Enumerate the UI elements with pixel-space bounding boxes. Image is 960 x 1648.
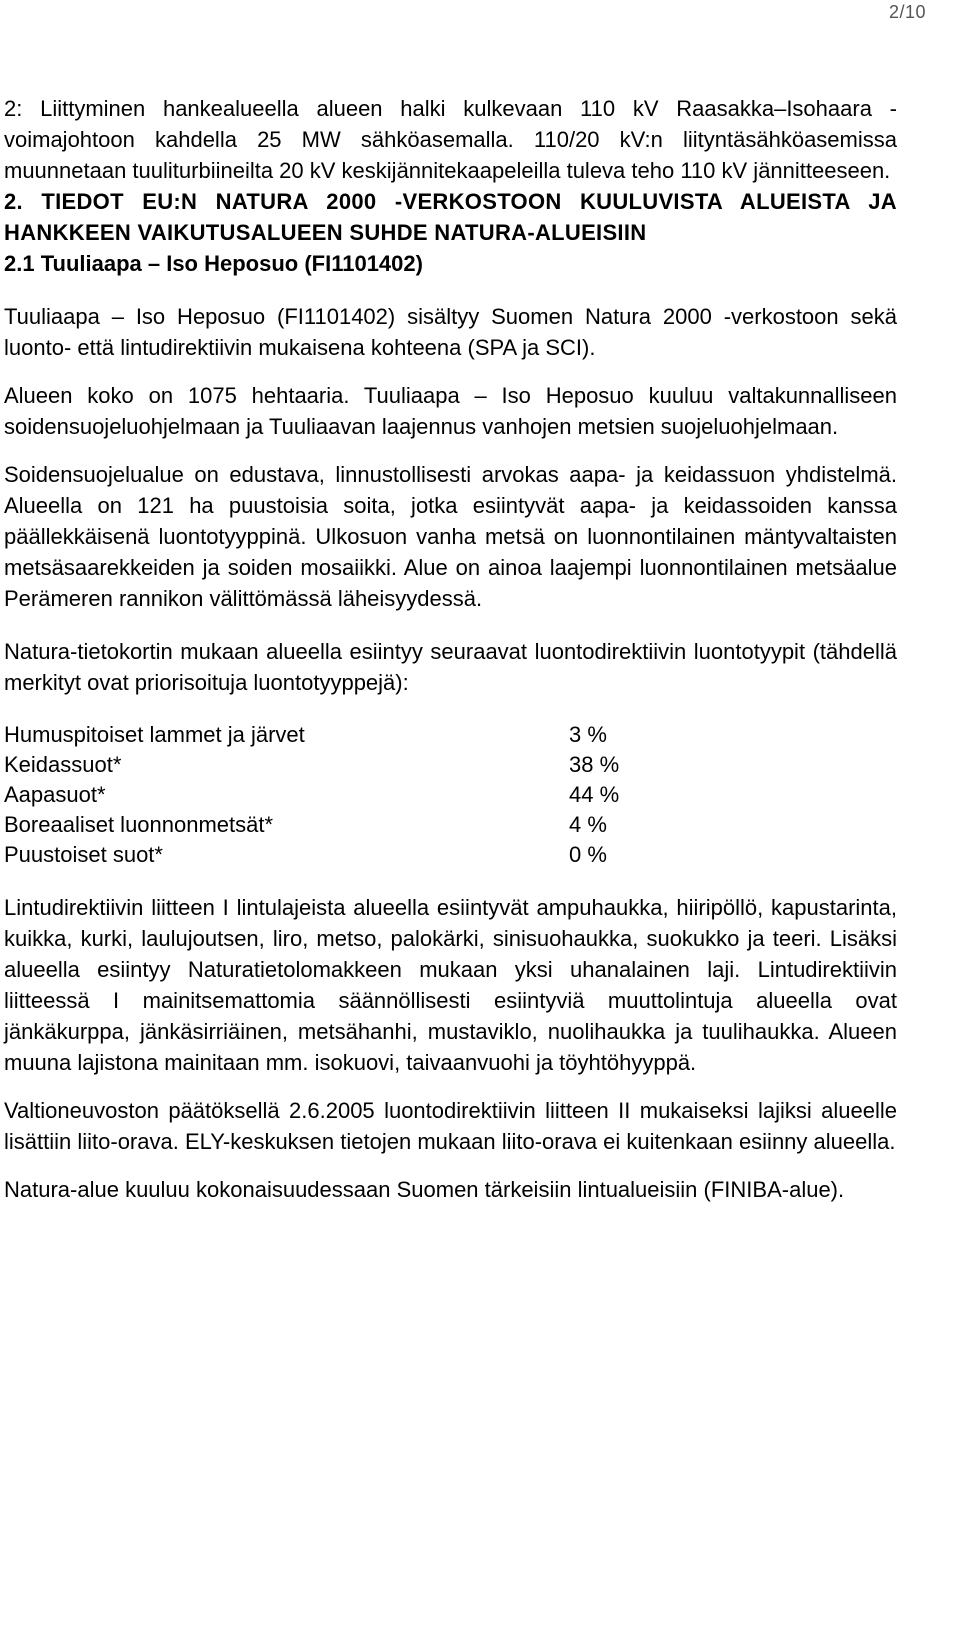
intro-paragraph: 2: Liittyminen hankealueella alueen halki kulkevaan 110 kV Raasakka–Isohaara -voimajohtoon kahdella 25 MW sähköasemalla. 110/20 kV:n liityntäsähköasemissa muunnetaan tuuliturbiineilta 20 kV keskijännitekaapeleilla tuleva teho 110 kV jännitteeseen. xyxy=(4,96,897,183)
natura-intro-paragraph: Tuuliaapa – Iso Heposuo (FI1101402) sisältyy Suomen Natura 2000 -verkostoon sekä luonto- että lintudirektiivin mukaisena kohteena (SPA ja SCI). xyxy=(4,304,897,360)
habitat-percent: 38 % xyxy=(569,752,620,777)
birds-paragraph: Lintudirektiivin liitteen I lintulajeista alueella esiintyvät ampuhaukka, hiiripöllö, kapustarinta, kuikka, kurki, laulujoutsen, liro, metso, palokärki, sinisuohaukka, suokukko ja teeri. Lisäksi alueella esiintyy Naturatietolomakkeen mukaan yksi uhanalainen laji. Lintudirektiivin liitteessä I mainitsemattomia säännöllisesti esiintyviä muuttolintuja alueella ovat jänkäkurppa, jänkäsirriäinen, metsähanhi, mustaviklo, nuolihaukka ja tuulihaukka. Alueen muuna lajistona mainitaan mm. isokuovi, taivaanvuohi ja töyhtöhyyppä. xyxy=(4,895,897,1075)
habitat-name: Humuspitoiset lammet ja järvet xyxy=(4,722,305,747)
habitat-percent: 4 % xyxy=(569,812,607,837)
habitat-table xyxy=(4,720,669,870)
finiba-paragraph: Natura-alue kuuluu kokonaisuudessaan Suomen tärkeisiin lintualueisiin (FINIBA-alue). xyxy=(4,1177,845,1202)
habitats-intro-paragraph: Natura-tietokortin mukaan alueella esiintyy seuraavat luontodirektiivin luontotyypit (tähdellä merkityt ovat priorisoituja luontotyyppejä): xyxy=(4,639,897,695)
description-paragraph: Soidensuojelualue on edustava, linnustollisesti arvokas aapa- ja keidassuon yhdistelmä. Alueella on 121 ha puustoisia soita, jotka esiintyvät aapa- ja keidassoiden kanssa päällekkäisenä luontotyyppinä. Ulkosuon vanha metsä on luonnontilainen mäntyvaltaisten metsäsaarekkeiden ja soiden mosaiikki. Alue on ainoa laajempi luonnontilainen metsäalue Perämeren rannikon välittömässä läheisyydessä. xyxy=(4,462,897,611)
habitat-name: Keidassuot* xyxy=(4,752,122,777)
habitat-percent: 0 % xyxy=(569,842,607,867)
habitat-name: Puustoiset suot* xyxy=(4,842,163,867)
area-size-paragraph: Alueen koko on 1075 hehtaaria. Tuuliaapa – Iso Heposuo kuuluu valtakunnalliseen soidensuojeluohjelmaan ja Tuuliaavan laajennus vanhojen metsien suojeluohjelmaan. xyxy=(4,383,897,439)
habitat-row xyxy=(4,780,669,810)
section-heading: 2. TIEDOT EU:N NATURA 2000 -VERKOSTOON KUULUVISTA ALUEISTA JA HANKKEEN VAIKUTUSALUEEN SUHDE NATURA-ALUEISIIN xyxy=(4,189,897,245)
page-number: 2/10 xyxy=(888,2,926,22)
habitat-row xyxy=(4,810,669,840)
habitat-percent: 44 % xyxy=(569,782,620,807)
subsection-heading: 2.1 Tuuliaapa – Iso Heposuo (FI1101402) xyxy=(4,251,423,276)
habitat-percent: 3 % xyxy=(569,722,607,747)
habitat-name: Aapasuot* xyxy=(4,782,106,807)
document-body xyxy=(4,93,897,1205)
flying-squirrel-paragraph: Valtioneuvoston päätöksellä 2.6.2005 luontodirektiivin liitteen II mukaiseksi lajiksi alueelle lisättiin liito-orava. ELY-keskuksen tietojen mukaan liito-orava ei kuitenkaan esiinny alueella. xyxy=(4,1098,897,1154)
habitat-row xyxy=(4,720,669,750)
habitat-row xyxy=(4,840,669,870)
habitat-row xyxy=(4,750,669,780)
habitat-name: Boreaaliset luonnonmetsät* xyxy=(4,812,274,837)
